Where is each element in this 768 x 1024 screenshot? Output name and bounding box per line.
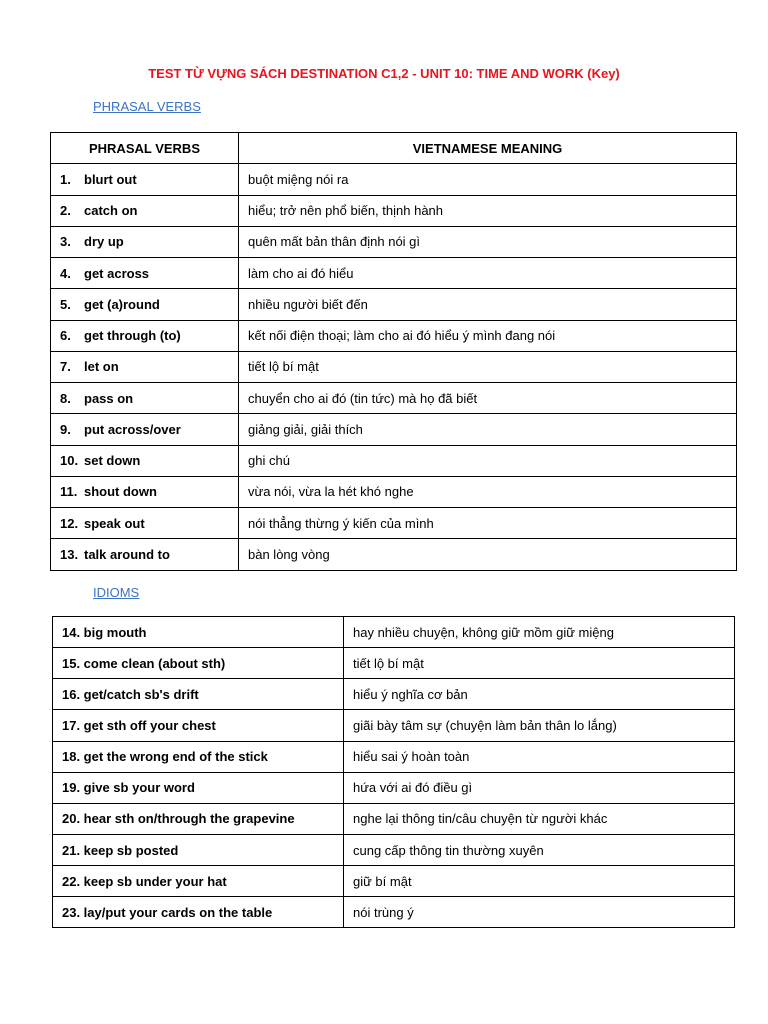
table-row xyxy=(51,195,737,226)
table-row xyxy=(53,803,735,834)
phrasal-verb-cell xyxy=(51,289,239,320)
phrasal-verb-text: blurt out xyxy=(84,171,137,187)
meaning-cell: hứa với ai đó điều gì xyxy=(344,772,735,803)
document-title: TEST TỪ VỰNG SÁCH DESTINATION C1,2 - UNIT 10: TIME AND WORK (Key) xyxy=(148,66,620,81)
table-row xyxy=(51,414,737,445)
meaning-cell: nói thẳng thừng ý kiến của mình xyxy=(239,508,737,539)
item-number: 8. xyxy=(60,390,71,406)
meaning-cell: hiểu ý nghĩa cơ bản xyxy=(344,679,735,710)
phrasal-verb-text: set down xyxy=(84,453,141,469)
table-row xyxy=(51,508,737,539)
item-number: 11. xyxy=(60,484,78,500)
table-row xyxy=(53,648,735,679)
meaning-cell: hiểu; trở nên phổ biến, thịnh hành xyxy=(239,195,737,226)
table-row xyxy=(53,679,735,710)
meaning-cell: quên mất bản thân định nói gì xyxy=(239,226,737,257)
phrasal-verb-text: get across xyxy=(84,265,150,281)
meaning-cell: hay nhiều chuyện, không giữ mồm giữ miệng xyxy=(344,617,735,648)
phrasal-verb-cell xyxy=(51,195,239,226)
table-row xyxy=(51,226,737,257)
table-row xyxy=(51,320,737,351)
column-header-meaning: VIETNAMESE MEANING xyxy=(239,133,737,164)
phrasal-verb-text: speak out xyxy=(84,515,145,531)
phrasal-verb-cell xyxy=(51,414,239,445)
table-row xyxy=(51,258,737,289)
phrasal-verb-text: shout down xyxy=(84,484,157,500)
meaning-cell: nói trùng ý xyxy=(344,897,735,928)
table-row xyxy=(53,866,735,897)
phrasal-verb-text: dry up xyxy=(84,234,124,250)
phrasal-verb-text: catch on xyxy=(84,203,138,219)
phrasal-verb-cell xyxy=(51,226,239,257)
phrasal-verb-cell xyxy=(51,445,239,476)
meaning-cell: nghe lại thông tin/câu chuyện từ người khác xyxy=(344,803,735,834)
item-number: 9. xyxy=(60,421,71,437)
idiom-cell: 19. give sb your word xyxy=(53,772,344,803)
item-number: 7. xyxy=(60,359,71,375)
table-header-row xyxy=(51,133,737,164)
table-row xyxy=(53,741,735,772)
phrasal-verb-text: pass on xyxy=(84,390,134,406)
idiom-cell: 14. big mouth xyxy=(53,617,344,648)
idiom-cell: 18. get the wrong end of the stick xyxy=(53,741,344,772)
meaning-cell: nhiều người biết đến xyxy=(239,289,737,320)
phrasal-verb-text: talk around to xyxy=(84,546,170,562)
table-row xyxy=(51,476,737,507)
table-row xyxy=(53,772,735,803)
meaning-cell: cung cấp thông tin thường xuyên xyxy=(344,834,735,865)
idiom-cell: 17. get sth off your chest xyxy=(53,710,344,741)
idiom-cell: 15. come clean (about sth) xyxy=(53,648,344,679)
meaning-cell: giữ bí mật xyxy=(344,866,735,897)
phrasal-verb-cell xyxy=(51,164,239,195)
table-row xyxy=(53,710,735,741)
phrasal-verb-cell xyxy=(51,476,239,507)
table-row xyxy=(51,539,737,570)
meaning-cell: buột miệng nói ra xyxy=(239,164,737,195)
meaning-cell: chuyển cho ai đó (tin tức) mà họ đã biết xyxy=(239,383,737,414)
section-heading-idioms: IDIOMS xyxy=(93,585,140,600)
meaning-cell: giãi bày tâm sự (chuyện làm bản thân lo lắng) xyxy=(344,710,735,741)
item-number: 12. xyxy=(60,515,79,531)
phrasal-verb-cell xyxy=(51,508,239,539)
table-row xyxy=(51,445,737,476)
meaning-cell: ghi chú xyxy=(239,445,737,476)
table-row xyxy=(53,897,735,928)
meaning-cell: làm cho ai đó hiểu xyxy=(239,258,737,289)
idiom-cell: 16. get/catch sb's drift xyxy=(53,679,344,710)
column-header-term: PHRASAL VERBS xyxy=(51,133,239,164)
phrasal-verb-text: get through (to) xyxy=(84,328,181,344)
meaning-cell: tiết lộ bí mật xyxy=(344,648,735,679)
item-number: 4. xyxy=(60,265,71,281)
phrasal-verb-cell xyxy=(51,351,239,382)
item-number: 1. xyxy=(60,171,71,187)
meaning-cell: kết nối điện thoại; làm cho ai đó hiểu ý mình đang nói xyxy=(239,320,737,351)
table-row xyxy=(51,289,737,320)
item-number: 13. xyxy=(60,546,79,562)
table-row xyxy=(53,617,735,648)
meaning-cell: bàn lòng vòng xyxy=(239,539,737,570)
phrasal-verb-text: let on xyxy=(84,359,119,375)
table-row xyxy=(51,383,737,414)
idioms-table xyxy=(52,616,735,928)
table-row xyxy=(53,834,735,865)
item-number: 6. xyxy=(60,328,71,344)
meaning-cell: hiểu sai ý hoàn toàn xyxy=(344,741,735,772)
idiom-cell: 20. hear sth on/through the grapevine xyxy=(53,803,344,834)
phrasal-verb-cell xyxy=(51,320,239,351)
item-number: 3. xyxy=(60,234,71,250)
phrasal-verb-cell xyxy=(51,258,239,289)
phrasal-verb-text: get (a)round xyxy=(84,296,160,312)
section-heading-phrasal-verbs: PHRASAL VERBS xyxy=(93,99,201,114)
idiom-cell: 21. keep sb posted xyxy=(53,834,344,865)
phrasal-verb-text: put across/over xyxy=(84,421,181,437)
meaning-cell: vừa nói, vừa la hét khó nghe xyxy=(239,476,737,507)
meaning-cell: tiết lộ bí mật xyxy=(239,351,737,382)
idiom-cell: 22. keep sb under your hat xyxy=(53,866,344,897)
table-row xyxy=(51,164,737,195)
table-row xyxy=(51,351,737,382)
item-number: 2. xyxy=(60,203,71,219)
meaning-cell: giảng giải, giải thích xyxy=(239,414,737,445)
item-number: 10. xyxy=(60,453,79,469)
phrasal-verb-cell xyxy=(51,383,239,414)
phrasal-verbs-table xyxy=(50,132,737,571)
phrasal-verb-cell xyxy=(51,539,239,570)
idiom-cell: 23. lay/put your cards on the table xyxy=(53,897,344,928)
item-number: 5. xyxy=(60,296,71,312)
